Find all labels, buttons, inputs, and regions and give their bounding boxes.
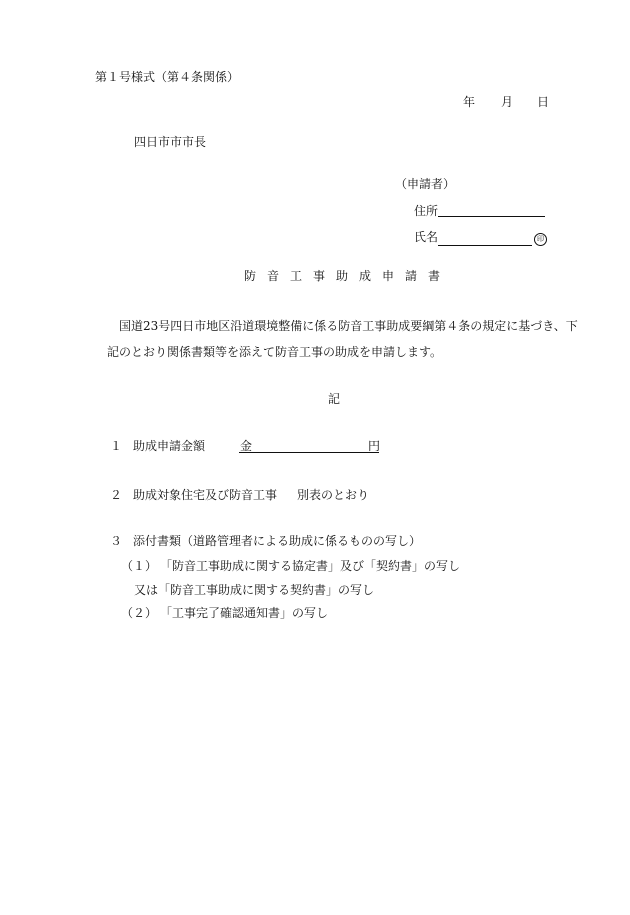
name-label: 氏名 (414, 230, 439, 244)
item-1-number: １ (110, 439, 123, 453)
attachment-1b-text: 又は「防音工事助成に関する契約書」の写し (134, 583, 375, 597)
item-1-label: 助成申請金額 (133, 439, 206, 453)
ki-heading: 記 (328, 392, 341, 406)
attachment-1-text: 「防音工事助成に関する協定書」及び「契約書」の写し (160, 559, 461, 573)
item-1-amount-suffix: 円 (368, 439, 381, 453)
address-field-line[interactable] (438, 204, 545, 217)
body-line-1: 国道23号四日市地区沿道環境整備に係る防音工事助成要綱第４条の規定に基づき、下 (119, 319, 578, 333)
item-2-number: ２ (110, 488, 123, 502)
address-label: 住所 (414, 204, 439, 218)
item-1-amount-prefix: 金 (240, 439, 253, 453)
attachment-2-text: 「工事完了確認通知書」の写し (160, 606, 329, 620)
body-line-2: 記のとおり関係書類等を添えて防音工事の助成を申請します。 (107, 345, 443, 359)
date-month-label: 月 (501, 95, 514, 109)
document-title: 防音工事助成申請書 (244, 269, 452, 283)
form-label: 第１号様式（第４条関係） (95, 70, 240, 84)
seal-mark: 印 (534, 233, 547, 246)
item-3-number: ３ (110, 534, 123, 548)
applicant-address-row (414, 204, 545, 217)
amount-field-line[interactable] (239, 452, 379, 453)
date-day-label: 日 (537, 95, 550, 109)
item-2-label: 助成対象住宅及び防音工事 (133, 488, 278, 502)
item-2-value: 別表のとおり (297, 488, 370, 502)
applicant-heading: （申請者） (395, 177, 456, 191)
attachment-2-number: （２） (121, 606, 158, 620)
attachment-1-number: （１） (121, 559, 158, 573)
applicant-name-row (414, 231, 547, 246)
name-field-line[interactable] (438, 233, 532, 246)
date-year-label: 年 (463, 95, 476, 109)
addressee: 四日市市市長 (134, 135, 207, 149)
item-3-label: 添付書類（道路管理者による助成に係るものの写し） (133, 534, 422, 548)
